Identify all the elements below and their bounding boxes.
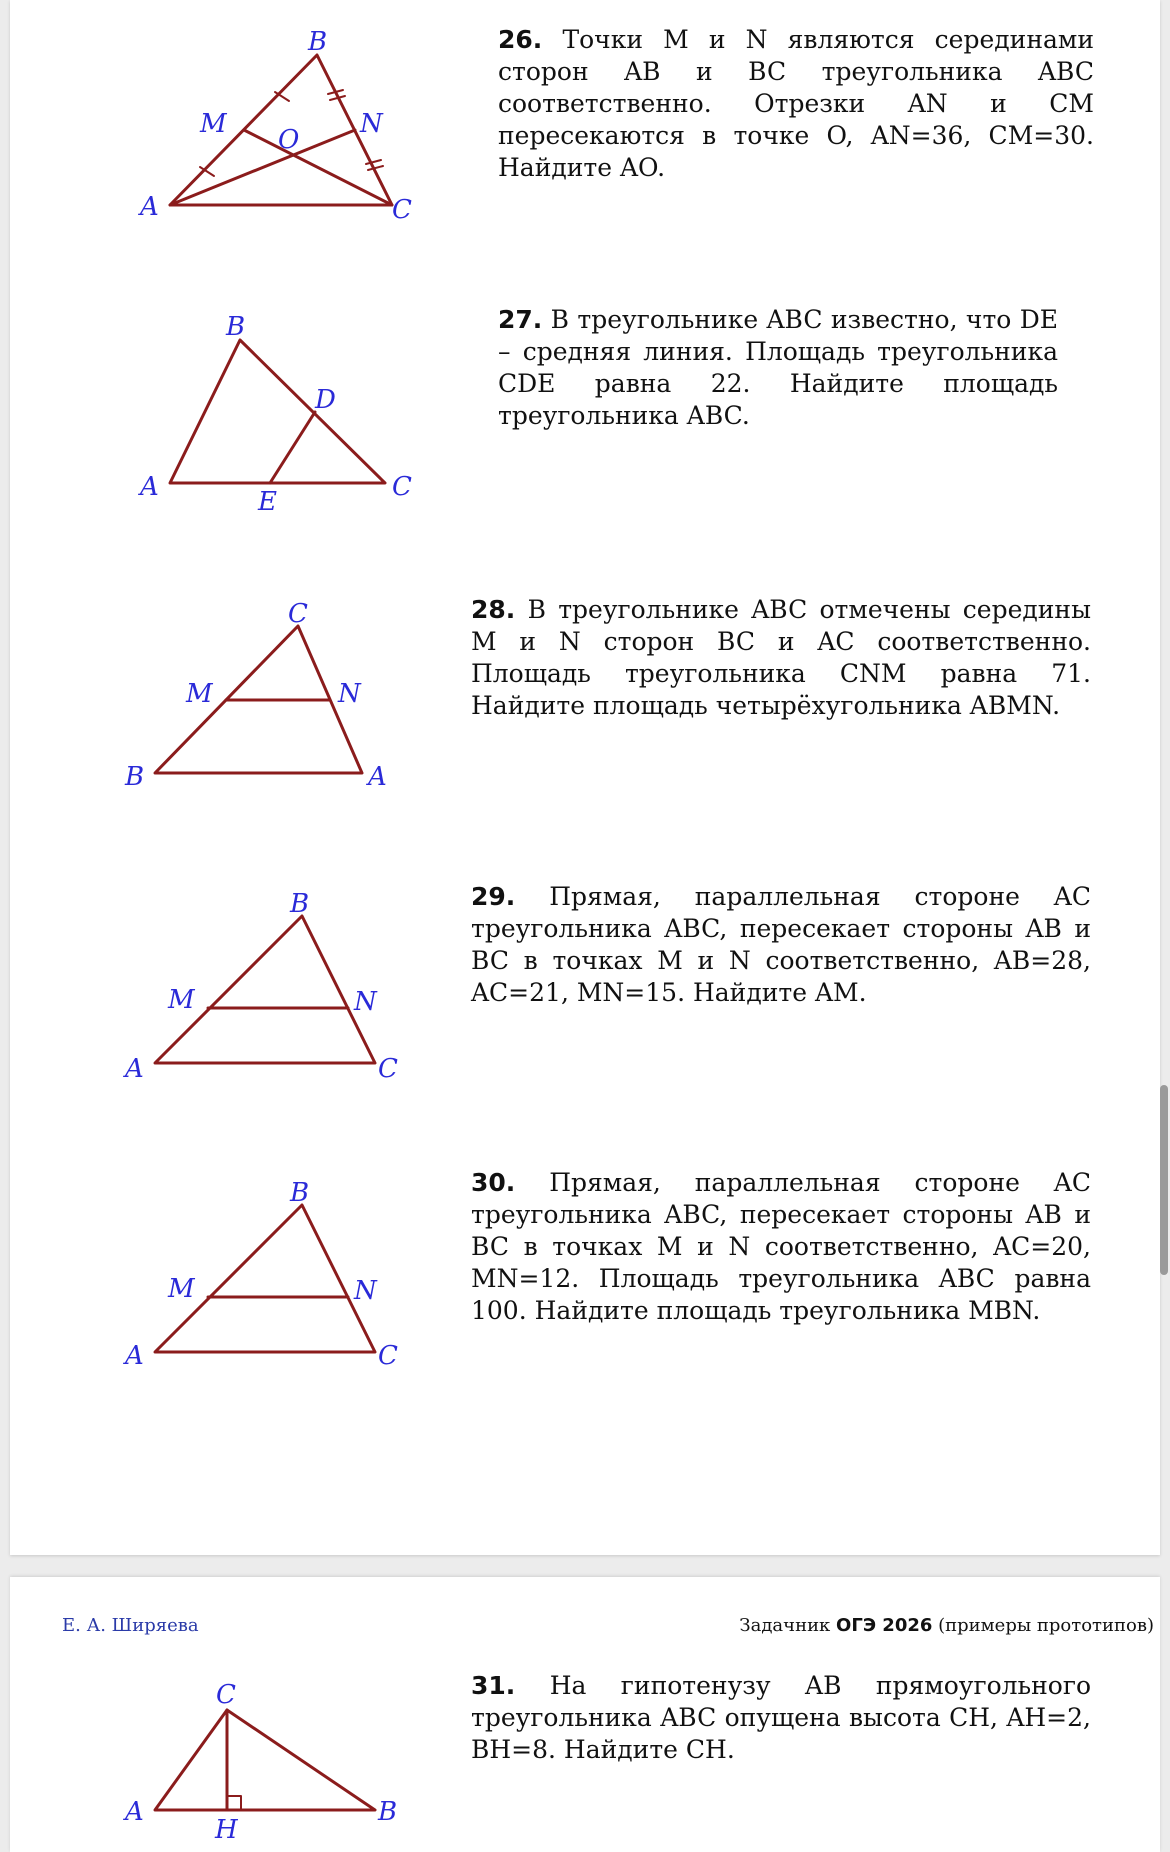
label-A: A [125, 1341, 144, 1371]
label-M: M [168, 985, 195, 1015]
figure-30 [120, 1165, 440, 1375]
label-B: B [290, 1178, 310, 1208]
label-N: N [354, 987, 377, 1017]
label-D: D [315, 385, 336, 415]
label-C: C [392, 195, 412, 225]
label-B: B [226, 312, 246, 342]
label-A: A [125, 1797, 144, 1827]
problem-statement: Точки M и N являются серединами сторон AB и BC треугольника ABC соответственно. Отрезки AN и CM пересекаются в точке O, AN=36, CM=30. Найдите AO. [498, 25, 1094, 182]
problem-statement: Прямая, параллельная стороне AC треугольника ABC, пересекает стороны AB и BC в точках M и N соответственно, AB=28, AC=21, MN=15. Найдите AM. [471, 882, 1091, 1007]
label-E: E [258, 487, 277, 517]
scrollbar[interactable] [1160, 1085, 1168, 1275]
header-title [739, 1615, 1154, 1636]
problem-statement: В треугольнике ABC известно, что DE – средняя линия. Площадь треугольника CDE равна 22. Найдите площадь треугольника ABC. [498, 305, 1058, 430]
label-C: C [378, 1054, 398, 1084]
header-title-bold: ОГЭ 2026 [836, 1615, 933, 1636]
problem-27-text [498, 304, 1058, 432]
figure-28 [120, 590, 440, 800]
label-C: C [288, 599, 308, 629]
label-N: N [338, 679, 361, 709]
label-N: N [360, 109, 383, 139]
label-A: A [125, 1054, 144, 1084]
problem-29-text [471, 881, 1091, 1009]
figure-line [170, 130, 355, 205]
header-author: Е. А. Ширяева [62, 1615, 199, 1636]
label-B: B [290, 889, 310, 919]
label-O: O [278, 125, 300, 155]
figure-line [155, 1710, 375, 1810]
problem-number: 29. [471, 882, 516, 911]
label-C: C [216, 1680, 236, 1710]
label-A: A [140, 192, 159, 222]
figure-line [270, 412, 315, 483]
problem-28-text [471, 594, 1091, 722]
problem-statement: Прямая, параллельная стороне AC треугольника ABC, пересекает стороны AB и BC в точках M и N соответственно, AC=20, MN=12. Площадь треугольника ABC равна 100. Найдите площадь треугольника MBN. [471, 1168, 1091, 1325]
figure-27 [120, 300, 440, 520]
figure-29 [120, 880, 440, 1090]
header-title-prefix: Задачник [739, 1615, 837, 1636]
problem-number: 30. [471, 1168, 516, 1197]
label-M: M [168, 1274, 195, 1304]
label-A: A [368, 762, 387, 792]
problem-number: 28. [471, 595, 516, 624]
label-B: B [308, 27, 328, 57]
figure-line [170, 340, 385, 483]
label-B: B [125, 762, 145, 792]
label-M: M [186, 679, 213, 709]
problem-statement: В треугольнике ABC отмечены середины M и N сторон BC и AC соответственно. Площадь треугольника CNM равна 71. Найдите площадь четырёхугольника ABMN. [471, 595, 1091, 720]
label-B: B [378, 1797, 398, 1827]
figure-line [227, 1796, 241, 1810]
problem-statement: На гипотенузу AB прямоугольного треугольника ABC опущена высота CH, AH=2, BH=8. Найдите CH. [471, 1671, 1091, 1764]
problem-number: 31. [471, 1671, 516, 1700]
figure-26 [120, 20, 440, 230]
label-C: C [392, 472, 412, 502]
label-N: N [354, 1276, 377, 1306]
problem-30-text [471, 1167, 1091, 1327]
problem-31-text [471, 1670, 1091, 1766]
label-A: A [140, 472, 159, 502]
header-title-suffix: (примеры прототипов) [932, 1615, 1154, 1636]
label-C: C [378, 1341, 398, 1371]
label-M: M [200, 109, 227, 139]
problem-number: 27. [498, 305, 543, 334]
figure-31 [120, 1670, 440, 1852]
label-H: H [215, 1815, 238, 1845]
problem-26-text [498, 24, 1094, 184]
problem-number: 26. [498, 25, 543, 54]
